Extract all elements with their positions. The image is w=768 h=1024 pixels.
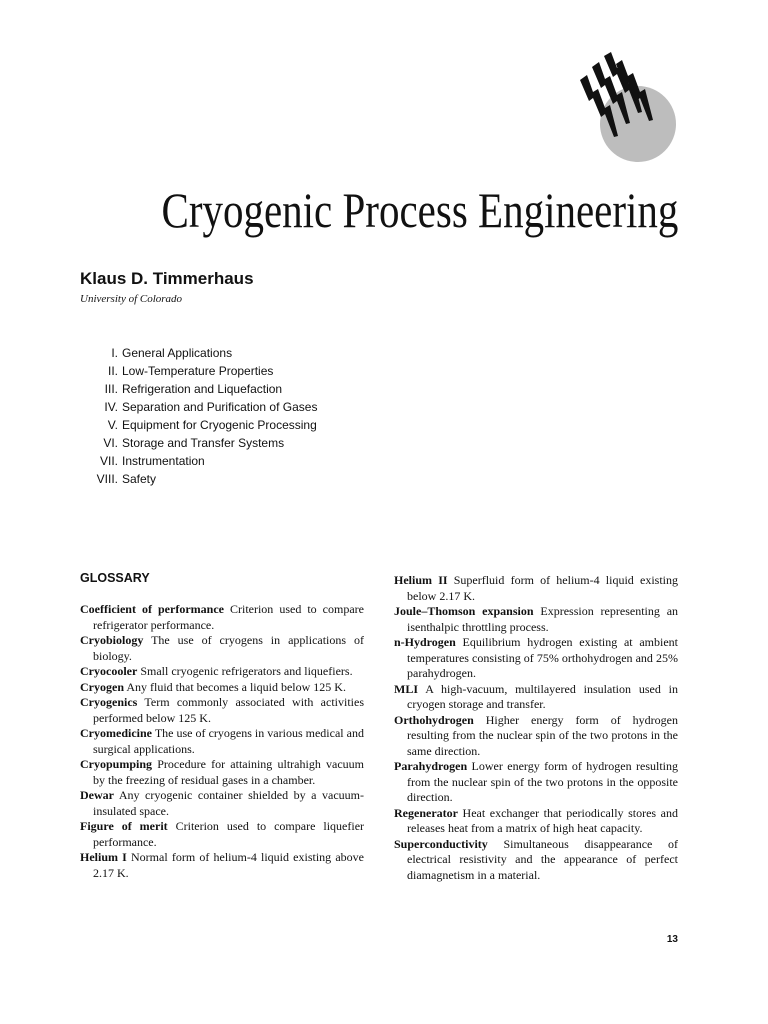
lightning-bolts-circle-icon <box>578 52 682 164</box>
glossary-definition: The use of cryogens in various medical and surgical applications. <box>93 726 364 756</box>
glossary-entry <box>80 664 364 680</box>
glossary-entry <box>80 850 364 881</box>
outline-text: Instrumentation <box>122 454 205 468</box>
glossary-term: Coefficient of performance <box>80 602 224 616</box>
chapter-outline <box>80 344 317 488</box>
page-title: Cryogenic Process Engineering <box>161 182 678 238</box>
glossary-definition: Higher energy form of hydrogen resulting from the nuclear spin of the two protons in the same direction. <box>407 712 679 758</box>
glossary-term: n-Hydrogen <box>394 635 456 649</box>
glossary-entry <box>80 757 364 788</box>
glossary-term: Cryopumping <box>80 757 153 771</box>
outline-text: General Applications <box>122 346 233 360</box>
glossary-heading: GLOSSARY <box>80 571 150 585</box>
glossary-term: Cryomedicine <box>80 726 152 740</box>
glossary-term: Regenerator <box>394 805 458 820</box>
outline-text: Refrigeration and Liquefaction <box>122 382 283 396</box>
glossary-entry <box>80 788 364 819</box>
glossary-definition: Small cryogenic refrigerators and liquefiers. <box>140 664 353 678</box>
glossary-term: Orthohydrogen <box>394 712 474 727</box>
glossary-definition: Heat exchanger that periodically stores and releases heat from a matrix of high heat capacity. <box>407 805 678 835</box>
glossary-term: Cryocooler <box>80 664 138 678</box>
glossary-term: MLI <box>394 681 418 696</box>
outline-text: Separation and Purification of Gases <box>122 400 318 414</box>
glossary-definition: Term commonly associated with activities performed below 125 K. <box>93 695 364 725</box>
outline-number: II. <box>107 364 118 378</box>
glossary-entry <box>394 573 678 604</box>
glossary-definition: Any fluid that becomes a liquid below 125 K. <box>126 679 346 694</box>
author-affiliation: University of Colorado <box>80 293 183 305</box>
glossary-entry <box>80 726 364 757</box>
outline-item <box>80 434 317 452</box>
glossary-definition: Normal form of helium-4 liquid existing above 2.17 K. <box>93 850 364 880</box>
outline-text: Storage and Transfer Systems <box>122 436 285 450</box>
author-name: Klaus D. Timmerhaus <box>80 269 254 288</box>
outline-item <box>80 470 317 488</box>
outline-number: VI. <box>103 436 118 450</box>
glossary-definition: Criterion used to compare refrigerator performance. <box>93 602 364 632</box>
glossary-definition: Criterion used to compare liquefier performance. <box>93 819 365 849</box>
glossary-entry <box>80 695 364 726</box>
page-number: 13 <box>666 934 678 945</box>
glossary-term: Superconductivity <box>394 836 488 851</box>
glossary-entry <box>80 819 364 850</box>
outline-number: IV. <box>104 400 118 414</box>
outline-text: Low-Temperature Properties <box>122 364 274 378</box>
glossary-entry <box>394 604 678 635</box>
glossary-definition: The use of cryogens in applications of biology. <box>93 633 364 663</box>
outline-number: I. <box>111 346 118 360</box>
glossary-definition: Expression representing an isenthalpic throttling process. <box>407 604 679 634</box>
glossary-definition: Superfluid form of helium-4 liquid existing below 2.17 K. <box>407 573 679 603</box>
glossary-term: Helium I <box>80 850 127 864</box>
outline-number: VIII. <box>96 472 118 486</box>
glossary-definition: Lower energy form of hydrogen resulting from the nuclear spin of the two protons in the opposite direction. <box>407 759 679 804</box>
glossary-right-column <box>394 573 678 883</box>
glossary-term: Helium II <box>394 573 448 587</box>
outline-number: VII. <box>99 454 118 468</box>
glossary-term: Dewar <box>80 788 114 802</box>
outline-number: III. <box>104 382 118 396</box>
glossary-entry <box>80 680 364 696</box>
glossary-entry <box>394 635 678 682</box>
glossary-term: Joule–Thomson expansion <box>394 604 534 618</box>
glossary-entry <box>394 682 678 713</box>
glossary-term: Parahydrogen <box>394 759 468 773</box>
glossary-entry <box>80 633 364 664</box>
outline-item <box>80 416 317 434</box>
glossary-entry <box>394 806 678 837</box>
glossary-entry <box>394 837 678 884</box>
outline-item <box>80 344 317 362</box>
glossary-entry <box>394 759 678 806</box>
glossary-definition: Any cryogenic container shielded by a vacuum-insulated space. <box>93 788 364 818</box>
outline-text: Equipment for Cryogenic Processing <box>122 418 317 432</box>
outline-text: Safety <box>122 472 157 486</box>
outline-item <box>80 362 317 380</box>
glossary-term: Cryogenics <box>80 695 138 709</box>
glossary-definition: Equilibrium hydrogen existing at ambient temperatures consisting of 75% orthohydrogen and 25% parahydrogen. <box>407 635 678 680</box>
outline-item <box>80 380 317 398</box>
glossary-definition: A high-vacuum, multilayered insulation used in cryogen storage and transfer. <box>407 681 678 711</box>
glossary-entry <box>80 602 364 633</box>
glossary-left-column <box>80 602 364 881</box>
glossary-entry <box>394 713 678 760</box>
outline-item <box>80 398 317 416</box>
glossary-term: Cryogen <box>80 679 124 694</box>
glossary-definition: Procedure for attaining ultrahigh vacuum by the freezing of residual gases in a chamber. <box>93 757 365 787</box>
glossary-definition: Simultaneous disappearance of electrical resistivity and the appearance of perfect diamagnetism in a material. <box>407 836 678 882</box>
outline-number: V. <box>107 418 118 432</box>
glossary-term: Figure of merit <box>80 819 168 833</box>
glossary-term: Cryobiology <box>80 633 144 647</box>
outline-item <box>80 452 317 470</box>
